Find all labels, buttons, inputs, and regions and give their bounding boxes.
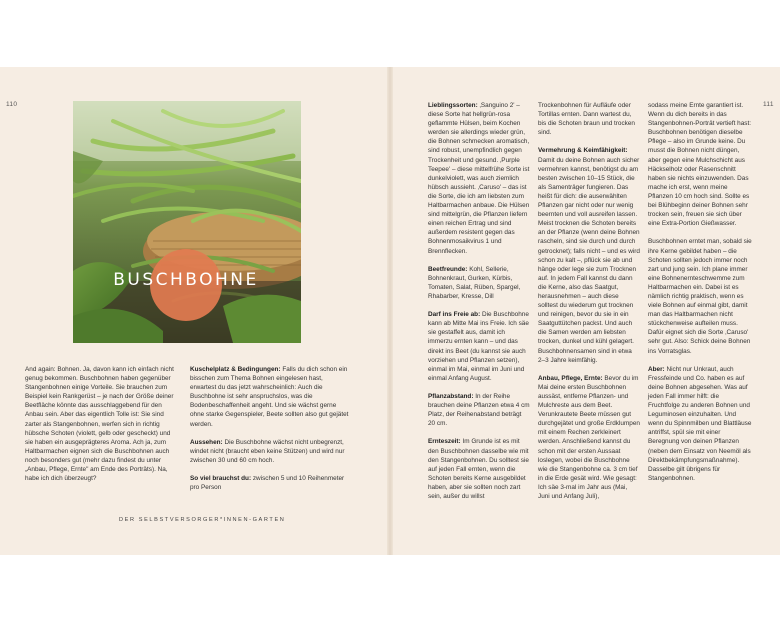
paragraph: Pflanzabstand: In der Reihe brauchen deine Pflanzen etwa 4 cm Platz, der Reihenabstand beträgt 20 cm. [428,393,530,428]
paragraph: So viel brauchst du: zwischen 5 und 10 Reihenmeter pro Person [190,475,345,492]
paragraph: Kuschelplatz & Bedingungen: Falls du dich schon ein bisschen zum Thema Bohnen eingelesen hast, erwartest du das jetzt wahrscheinlich: Auch die Buschbohne ist sehr anspruchslos, was die Bodenbeschaffenheit angeht. Und sie wächst gerne ohne starke Gegenspieler, Beete sollten also gut gejätet werden. [190,366,349,428]
paragraph: Buschbohnen erntet man, sobald sie ihre Kerne gebildet haben – die Schoten sollten jedoch immer noch zart und jung sein. Ich plane immer eine Bohnenernteschwemme zum Haltbarmachen ein. Dabei ist es nämlich richtig praktisch, wenn es viele Bohnen auf einmal gibt, damit man das Haltbarmachen nicht stückchenweise aufteilen muss. Dafür eignet sich die Sorte ‚Caruso' sehr gut. Also: Schick deine Bohnen ins Vorratsglas. [648,238,752,355]
page-number-right: 111 [763,101,774,108]
page-title: BUSCHBOHNE [113,270,259,290]
paragraph: Aber: Nicht nur Unkraut, auch Fressfeinde und Co. haben es auf deine Bohnen abgesehen. Was auf jeden Fall immer hilft: die Fruchtfolge zu anderen Bohnen und Leguminosen einzuhalten. Und wenn du Spinnmilben und Blattläuse antriffst, spül sie mit einer Beregnung von deinen Pflanzen (neben dem Einsatz von Neemöl als Direktbekämpfungsmaßnahme). Dasselbe gilt übrigens für Stangenbohnen. [648,365,752,482]
text-column-3 [428,101,530,501]
page-number-left: 110 [6,101,18,108]
paragraph: Trockenbohnen für Aufläufe oder Tortillas ernten. Dann wartest du, bis die Schoten braun und trocken sind. [538,102,635,137]
paragraph: Beetfreunde: Kohl, Sellerie, Bohnenkraut, Gurken, Kürbis, Tomaten, Salat, Rüben, Spargel, Rhabarber, Kresse, Dill [428,265,521,300]
book-spread [0,67,780,555]
paragraph: Vermehrung & Keimfähigkeit: Damit du deine Bohnen auch sicher vermehren kannst, benötigst du am besten zwischen 10–15 Stück, die als Samenträger fungieren. Das heißt für dich: die auserwählten Pflanzen gar nicht oder nur wenig beernten und voll ausreifen lassen. Meist trocknen die Schoten bereits an der Pflanze (wenn deine Bohnen rascheln, sind sie durch und durch getrocknet); falls nicht – und es wird schon zu kalt –, pflück sie ab und hänge oder lege sie zum Trocknen auf. In jedem Fall kannst du dann die Kerne, also das Saatgut, herausnehmen – auch diese solltest du wiederum gut trocknen und reinigen, bevor du sie in ein Saatguttütchen packst. Und auch die Samen werden am liebsten trocken, dunkel und kühl gelagert. Buschbohnensamen sind in etwa 2–3 Jahre keimfähig. [538,147,640,364]
text-column-4 [538,101,640,501]
running-footer: DER SELBSTVERSORGER*INNEN-GARTEN [119,517,286,523]
text-column-5 [648,101,752,483]
paragraph: sodass meine Ernte garantiert ist. Wenn du dich bereits in das Stangenbohnen-Porträt vertieft hast: Buschbohnen benötigen dieselbe Pflege – also im Grunde keine. Du musst die Bohnen nicht düngen, aber gegen eine Mulchschicht aus Häckselholz oder Rasenschnitt haben sie nichts einzuwenden. Das mache ich erst, wenn meine Pflanzen 10 cm hoch sind. Sollte es bei Blühbeginn deiner Bohnen sehr trocken sein, freuen sie sich über eine Extra-Portion Gießwasser. [648,102,752,228]
paragraph: Lieblingssorten: ‚Sanguino 2' – diese Sorte hat hellgrün-rosa geflammte Hülsen, beim Kochen werden sie allerdings wieder grün, die Bohnen schmecken aromatisch, sind robust, unempfindlich gegen Trockenheit und gesund. ‚Purple Teepee' – diese mittelfrühe Sorte ist dunkelviolett, was auch ziemlich hübsch aussieht. ‚Caruso' – das ist die Sorte, die ich am liebsten zum Haltbarmachen anbaue. Die Hülsen sind mittelgrün, die Pflanzen liefern einen reichen Ertrag und sind außerdem resistent gegen das Bohnenmosaikvirus 1 und Brennflecken. [428,102,530,255]
paragraph: And again: Bohnen. Ja, davon kann ich einfach nicht genug bekommen. Buschbohnen haben gegenüber Stangenbohnen einige Vorteile. Sie brauchen zum Beispiel kein Rankgerüst – je nach der Größe deiner Beetfläche könnte das ausschlaggebend für den Anbau sein. Aber das eigentlich Tolle ist: Sie sind zarter als Stangenbohnen, werfen sich in richtig hübsche Schoten (violett, gelb oder gescheckt) und sie haben ein ausgeprägteres Aroma. Ach ja, zum Haltbarmachen eignen sich die Buschbohnen auch noch besonders gut (mehr dazu findest du unter „Anbau, Pflege, Ernte" am Ende des Porträts). Na, habe ich dich überzeugt? [25,366,174,483]
paragraph: Anbau, Pflege, Ernte: Bevor du im Mai deine ersten Buschbohnen aussäst, entferne Pflanzen- und Mulchreste aus dem Beet. Verunkrautete Beete müssen gut durchgejätet und große Erdklumpen mit einem Rechen zerkleinert werden. Anschließend kannst du schon mit der ersten Aussaat loslegen, wobei die Buschbohne wie die Stangenbohne ca. 3 cm tief in die Erde gesät wird. Wie gesagt: Ich säe 3-mal im Jahr aus (Mai, Juni und Anfang Juli), [538,374,640,501]
text-column-2 [190,365,350,492]
paragraph: Aussehen: Die Buschbohne wächst nicht unbegrenzt, windet nicht (braucht eben keine Stützen) und wird nur zwischen 30 und 60 cm hoch. [190,438,345,464]
paragraph: Ernteszeit: Im Grunde ist es mit den Buschbohnen dasselbe wie mit den Stangenbohnen. Du solltest sie auf jeden Fall ernten, wenn die Schoten bereits Kerne ausgebildet haben, aber sie sollten noch zart sein, außer du willst [428,438,529,501]
text-column-1 [25,365,175,483]
paragraph: Darf ins Freie ab: Die Buschbohne kann ab Mitte Mai ins Freie. Ich säe sie gestaffelt aus, damit ich immerzu ernten kann – und das direkt ins Beet (du kannst sie auch vorziehen und Pflanzen setzen), einmal im Mai, einmal im Juni und einmal Anfang August. [428,311,529,382]
book-gutter [387,67,393,555]
